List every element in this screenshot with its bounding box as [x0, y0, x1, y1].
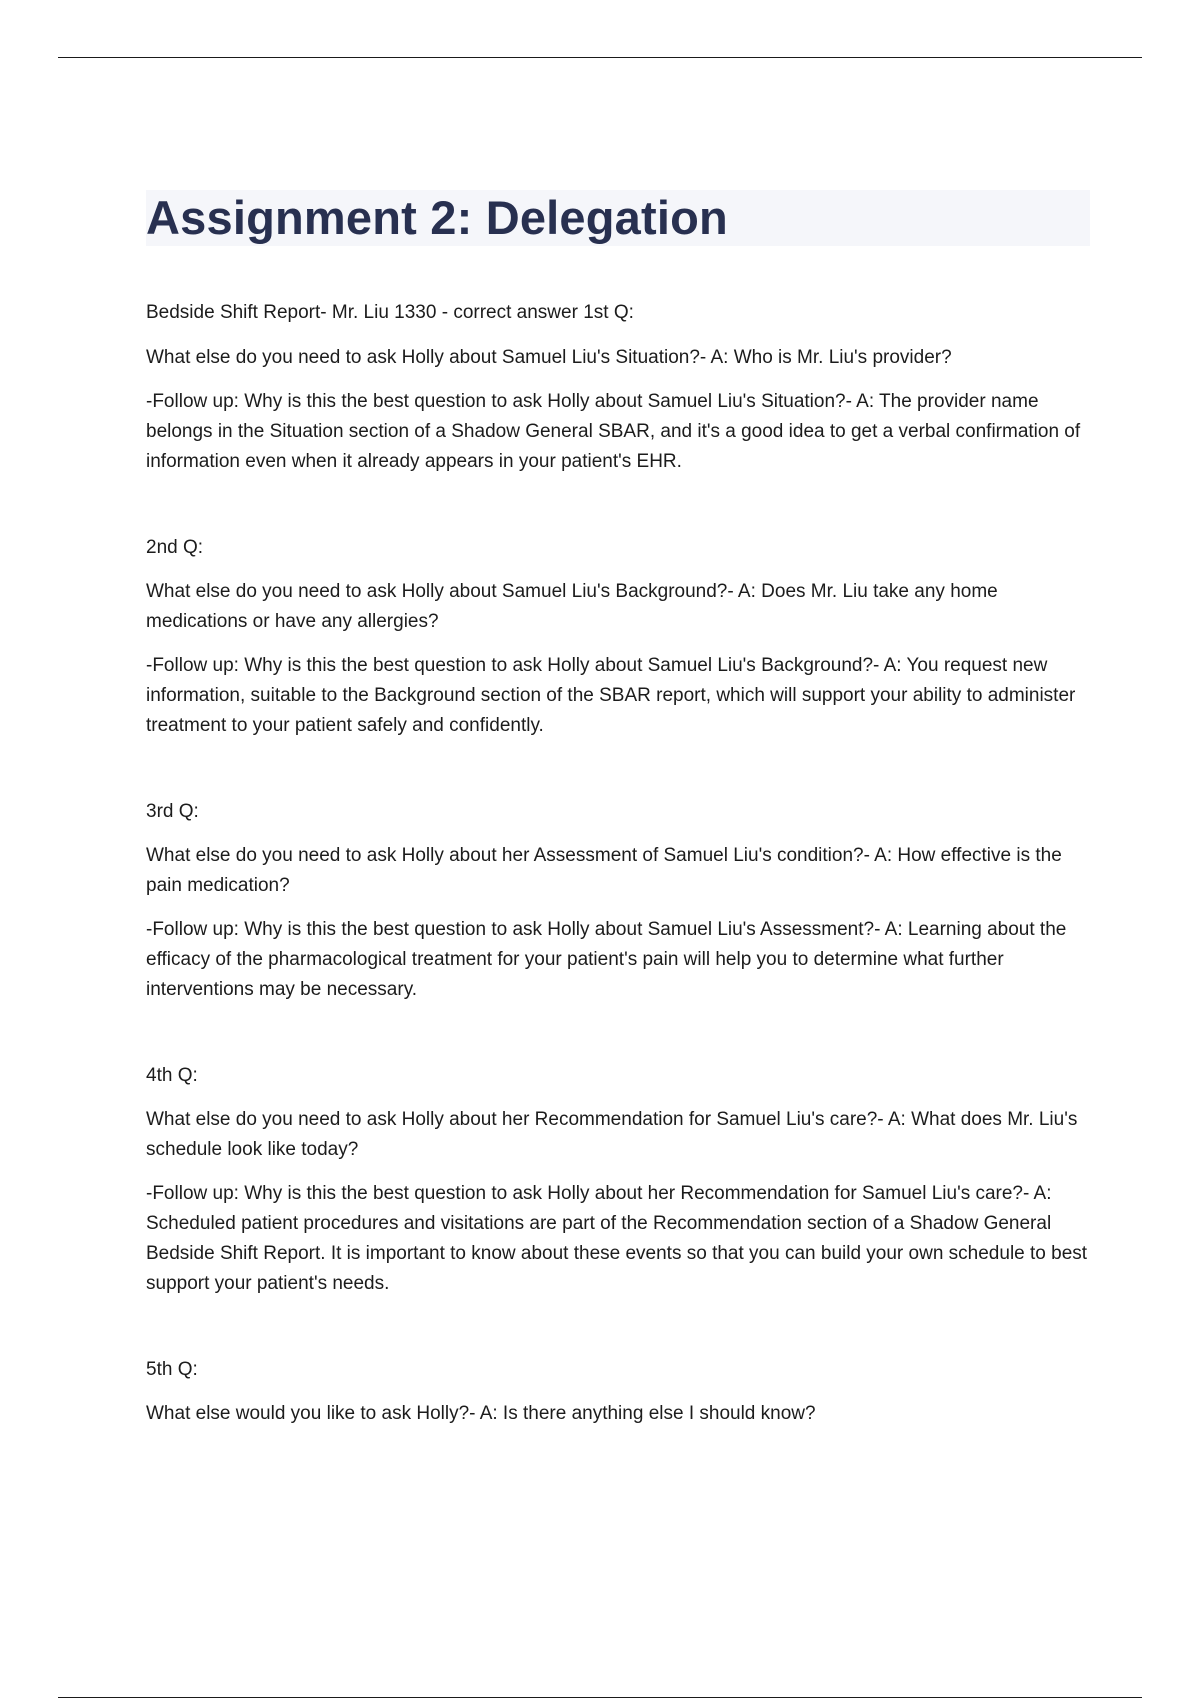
question-text: What else do you need to ask Holly about Samuel Liu's Background?- A: Does Mr. Liu take any home medications or have any allergies? — [146, 581, 998, 632]
followup-text: -Follow up: Why is this the best question to ask Holly about Samuel Liu's Assessment?- A: Learning about the efficacy of the pharmacological treatment for your patient's pain will help you to determine what further interventions may be necessary. — [146, 919, 1067, 1000]
question-block-2 — [146, 533, 1090, 741]
question-block-1 — [146, 343, 1090, 477]
question-text: What else do you need to ask Holly about her Recommendation for Samuel Liu's care?- A: What does Mr. Liu's schedule look like today? — [146, 1109, 1078, 1160]
question-label: 3rd Q: — [146, 801, 199, 822]
bottom-rule — [58, 1697, 1142, 1698]
title-bar — [146, 190, 1090, 246]
question-label: 4th Q: — [146, 1065, 198, 1086]
top-rule — [58, 57, 1142, 58]
intro-line: Bedside Shift Report- Mr. Liu 1330 - correct answer 1st Q: — [146, 302, 634, 323]
question-block-5 — [146, 1355, 1090, 1429]
question-label: 5th Q: — [146, 1359, 198, 1380]
question-block-4 — [146, 1061, 1090, 1299]
question-label: 2nd Q: — [146, 537, 204, 558]
page-title: Assignment 2: Delegation — [146, 191, 728, 244]
question-block-3 — [146, 797, 1090, 1005]
question-text: What else would you like to ask Holly?- A: Is there anything else I should know? — [146, 1403, 816, 1424]
followup-text: -Follow up: Why is this the best question to ask Holly about Samuel Liu's Background?- A: You request new information, suitable to the Background section of the SBAR report, which will support your ability to administer treatment to your patient safely and confidently. — [146, 655, 1076, 736]
question-text: What else do you need to ask Holly about Samuel Liu's Situation?- A: Who is Mr. Liu's provider? — [146, 347, 952, 368]
followup-text: -Follow up: Why is this the best question to ask Holly about Samuel Liu's Situation?- A: The provider name belongs in the Situation section of a Shadow General SBAR, and it's a good idea to get a verbal confirmation of information even when it already appears in your patient's EHR. — [146, 391, 1081, 472]
question-text: What else do you need to ask Holly about her Assessment of Samuel Liu's condition?- A: How effective is the pain medication? — [146, 845, 1062, 896]
document-body — [146, 190, 1090, 1443]
followup-text: -Follow up: Why is this the best question to ask Holly about her Recommendation for Samuel Liu's care?- A: Scheduled patient procedures and visitations are part of the Recommendation section of a Shadow General Bedside Shift Report. It is important to know about these events so that you can build your own schedule to best support your patient's needs. — [146, 1183, 1088, 1294]
